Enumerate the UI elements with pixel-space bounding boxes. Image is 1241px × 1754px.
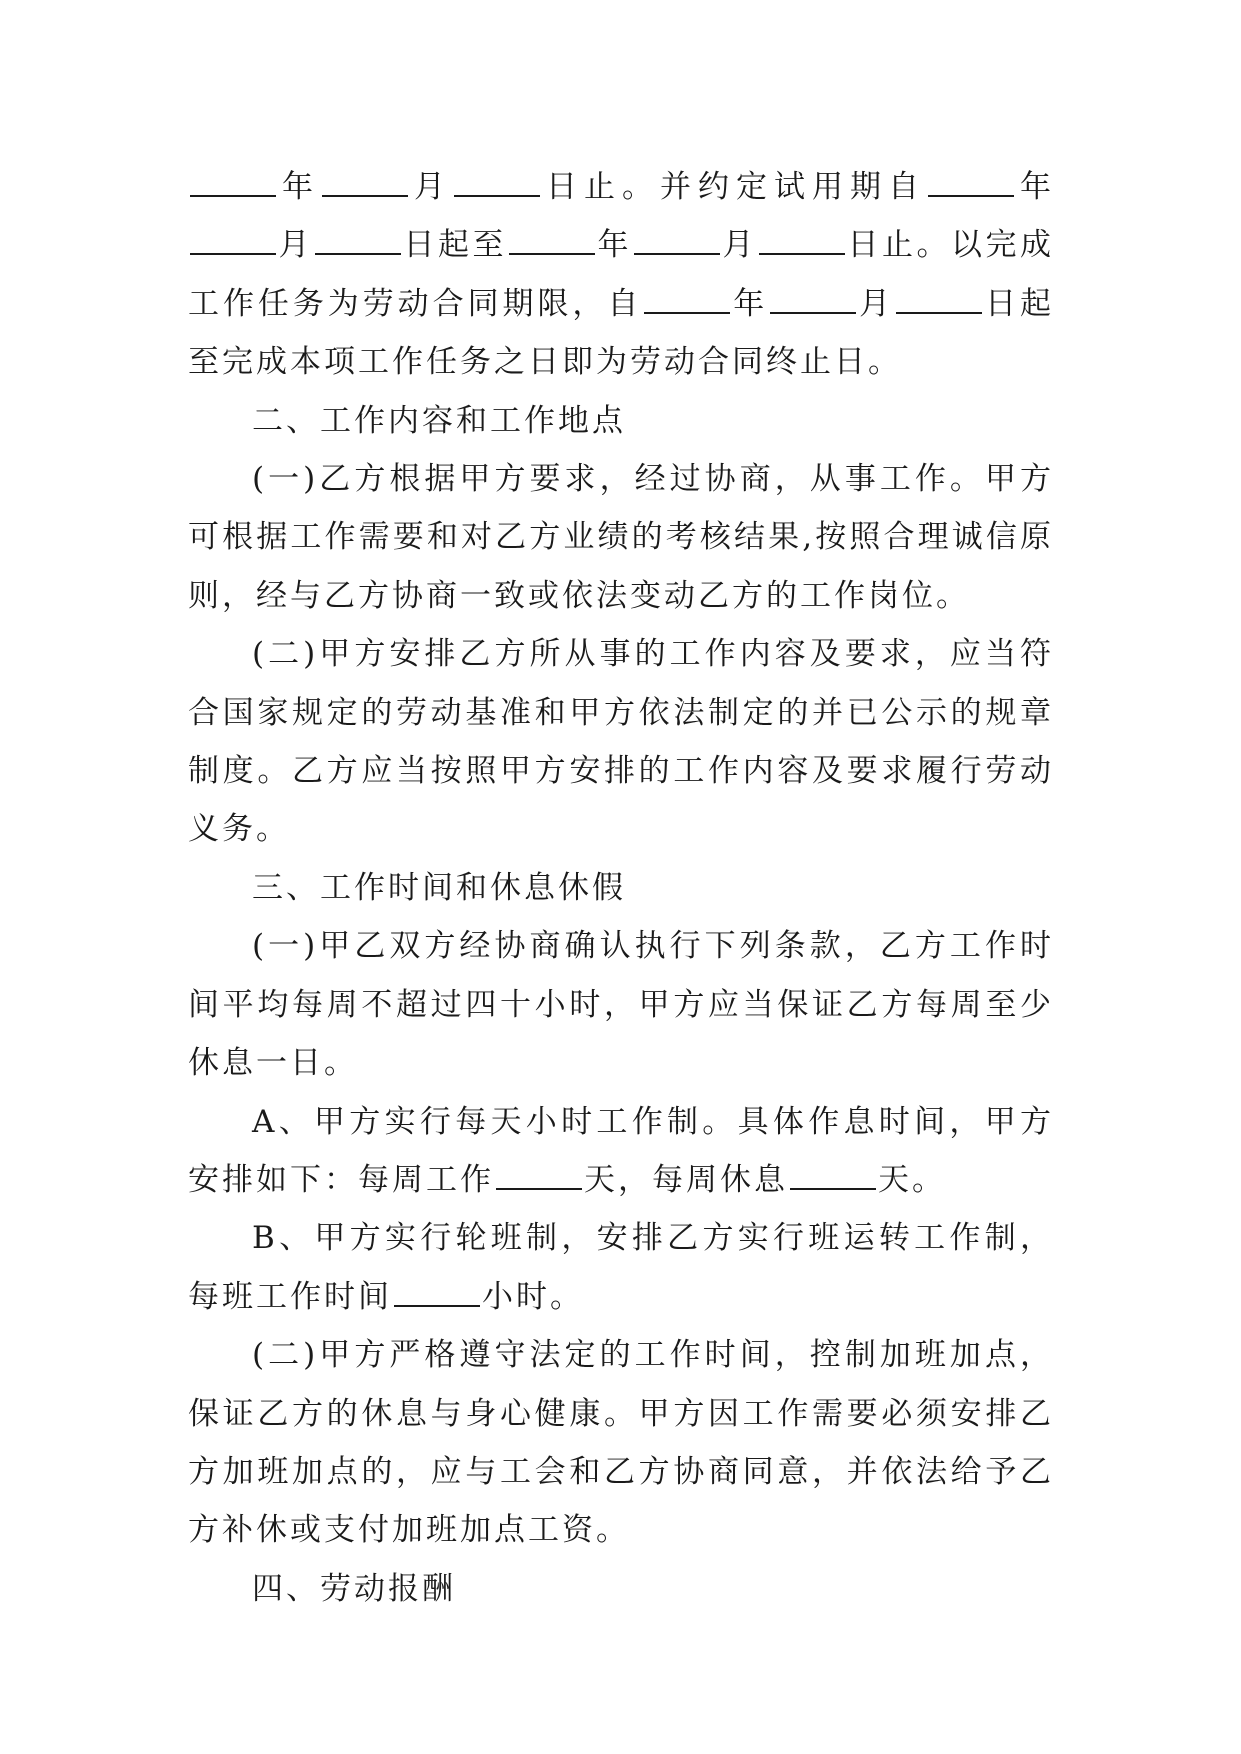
fill-in-blank	[190, 169, 276, 197]
text-run: 二、工作内容和工作地点	[252, 402, 626, 439]
fill-in-blank	[454, 169, 540, 197]
fill-in-blank	[322, 169, 408, 197]
section-heading	[188, 1560, 1054, 1618]
fill-in-blank	[509, 227, 595, 255]
text-run: 年	[278, 169, 320, 205]
text-run: 三、工作时间和休息休假	[252, 869, 626, 906]
paragraph	[188, 1209, 1054, 1326]
section-heading	[188, 392, 1054, 450]
paragraph	[188, 1326, 1054, 1560]
fill-in-blank	[896, 285, 982, 313]
text-run: (一)乙方根据甲方要求，经过协商，从事工作。甲方可根据工作需要和对乙方业绩的考核结果,按照合理诚信原则，经与乙方协商一致或依法变动乙方的工作岗位。	[188, 461, 1054, 614]
text-run: 日止。并约定试用期自	[542, 169, 926, 205]
document-page	[188, 158, 1054, 1618]
fill-in-blank	[759, 227, 845, 255]
text-run: 年	[1016, 169, 1054, 205]
text-run: 月	[410, 169, 452, 205]
fill-in-blank	[394, 1278, 480, 1306]
text-run: 天，每周休息	[584, 1161, 788, 1198]
text-run: 小时。	[482, 1278, 584, 1315]
text-run: 年	[597, 227, 632, 264]
text-run: 四、劳动报酬	[252, 1570, 456, 1607]
text-run: 月	[722, 227, 757, 264]
text-run: B、甲方实行轮班制，安排乙方实行班运转工作制，每班工作时间	[188, 1220, 1054, 1315]
text-run: (一)甲乙双方经协商确认执行下列条款，乙方工作时间平均每周不超过四十小时，甲方应当保证乙方每周至少休息一日。	[188, 928, 1054, 1082]
text-run: A、甲方实行每天小时工作制。具体作息时间，甲方安排如下：每周工作	[188, 1103, 1054, 1198]
text-run: (二)甲方安排乙方所从事的工作内容及要求，应当符合国家规定的劳动基准和甲方依法制定的并已公示的规章制度。乙方应当按照甲方安排的工作内容及要求履行劳动义务。	[188, 636, 1054, 848]
fill-in-blank	[790, 1162, 876, 1190]
paragraph	[188, 450, 1054, 625]
paragraph	[188, 625, 1054, 859]
text-run: 日起至	[403, 227, 507, 264]
fill-in-blank	[634, 227, 720, 255]
text-run: 月	[278, 227, 313, 264]
section-heading	[188, 859, 1054, 917]
paragraph	[188, 1093, 1054, 1210]
paragraph	[188, 158, 1054, 392]
paragraph	[188, 917, 1054, 1092]
text-run: (二)甲方严格遵守法定的工作时间，控制加班加点，保证乙方的休息与身心健康。甲方因工作需要必须安排乙方加班加点的，应与工会和乙方协商同意，并依法给予乙方补休或支付加班加点工资。	[188, 1337, 1054, 1549]
fill-in-blank	[770, 285, 856, 313]
fill-in-blank	[928, 169, 1014, 197]
text-run: 天。	[878, 1161, 946, 1198]
text-run: 日起至完成本项工作任务之日即为劳动合同终止日。	[188, 285, 1055, 381]
fill-in-blank	[190, 227, 276, 255]
text-run: 日止。以完成工作任务为劳动合同期限，自	[188, 227, 1054, 322]
text-run: 年	[732, 285, 769, 322]
fill-in-blank	[496, 1162, 582, 1190]
text-run: 月	[858, 285, 895, 322]
fill-in-blank	[315, 227, 401, 255]
fill-in-blank	[644, 285, 730, 313]
